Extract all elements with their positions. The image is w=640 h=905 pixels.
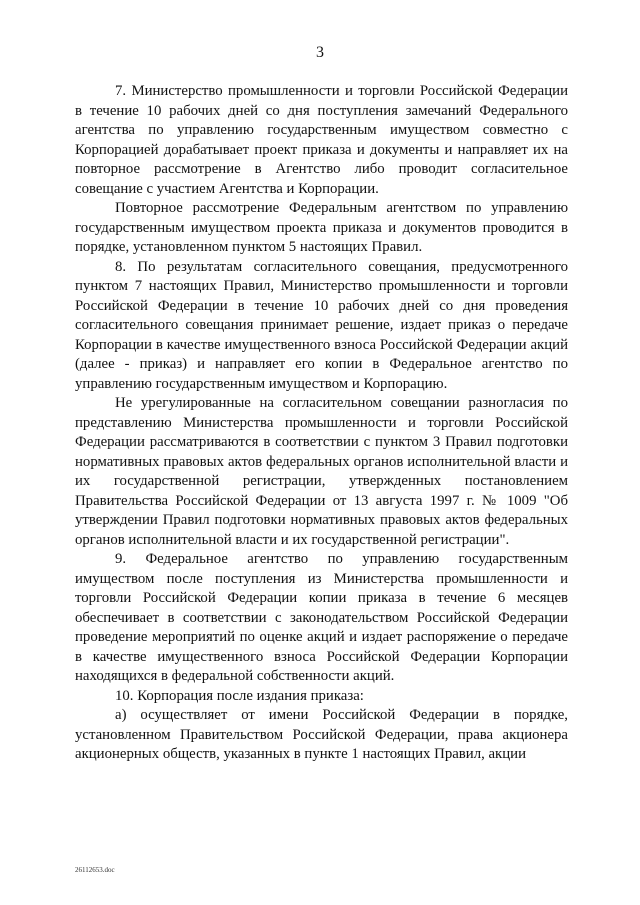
paragraph-item-8: 8. По результатам согласительного совещания, предусмотренного пунктом 7 настоящих Правил, Министерство промышленности и торговли Российской Федерации в течение 10 рабочих дней со дня проведения согласительного совещания принимает решение, издает приказ о передаче Корпорации в качестве имущественного взноса Российской Федерации акций (далее - приказ) и направляет его копии в Федеральное агентство по управлению государственным имуществом и Корпорацию.	[75, 258, 568, 392]
document-body	[75, 82, 568, 765]
paragraph-item-10a: а) осуществляет от имени Российской Федерации в порядке, установленном Правительством Российской Федерации, права акционера акционерных обществ, указанных в пункте 1 настоящих Правил, акции	[75, 707, 568, 762]
paragraph-repeat-review: Повторное рассмотрение Федеральным агентством по управлению государственным имуществом проекта приказа и документов проводится в порядке, установленном пунктом 5 настоящих Правил.	[75, 200, 568, 255]
paragraph-disagreements: Не урегулированные на согласительном совещании разногласия по представлению Министерства промышленности и торговли Российской Федерации рассматриваются в соответствии с пунктом 3 Правил подготовки нормативных правовых актов федеральных органов исполнительной власти и их государственной регистрации, утвержденных постановлением Правительства Российской Федерации от 13 августа 1997 г. № 1009 "Об утверждении Правил подготовки нормативных правовых актов федеральных органов исполнительной власти и их государственной регистрации".	[75, 395, 568, 548]
paragraph-item-9: 9. Федеральное агентство по управлению государственным имуществом после поступления из Министерства промышленности и торговли Российской Федерации копии приказа в течение 6 месяцев обеспечивает в соответствии с законодательством Российской Федерации проведение мероприятий по оценке акций и издает распоряжение о передаче в качестве имущественного взноса Российской Федерации Корпорации находящихся в федеральной собственности акций.	[75, 551, 568, 684]
footer-filename: 26112653.doc	[75, 866, 115, 874]
paragraph-item-10: 10. Корпорация после издания приказа:	[115, 687, 364, 704]
paragraph-item-7: 7. Министерство промышленности и торговли Российской Федерации в течение 10 рабочих дней со дня поступления замечаний Федерального агентства по управлению государственным имуществом совместно с Корпорацией дорабатывает проект приказа и документы и направляет их на повторное рассмотрение в Агентство либо проводит согласительное совещание с участием Агентства и Корпорации.	[75, 83, 568, 197]
page-number: 3	[316, 44, 324, 61]
